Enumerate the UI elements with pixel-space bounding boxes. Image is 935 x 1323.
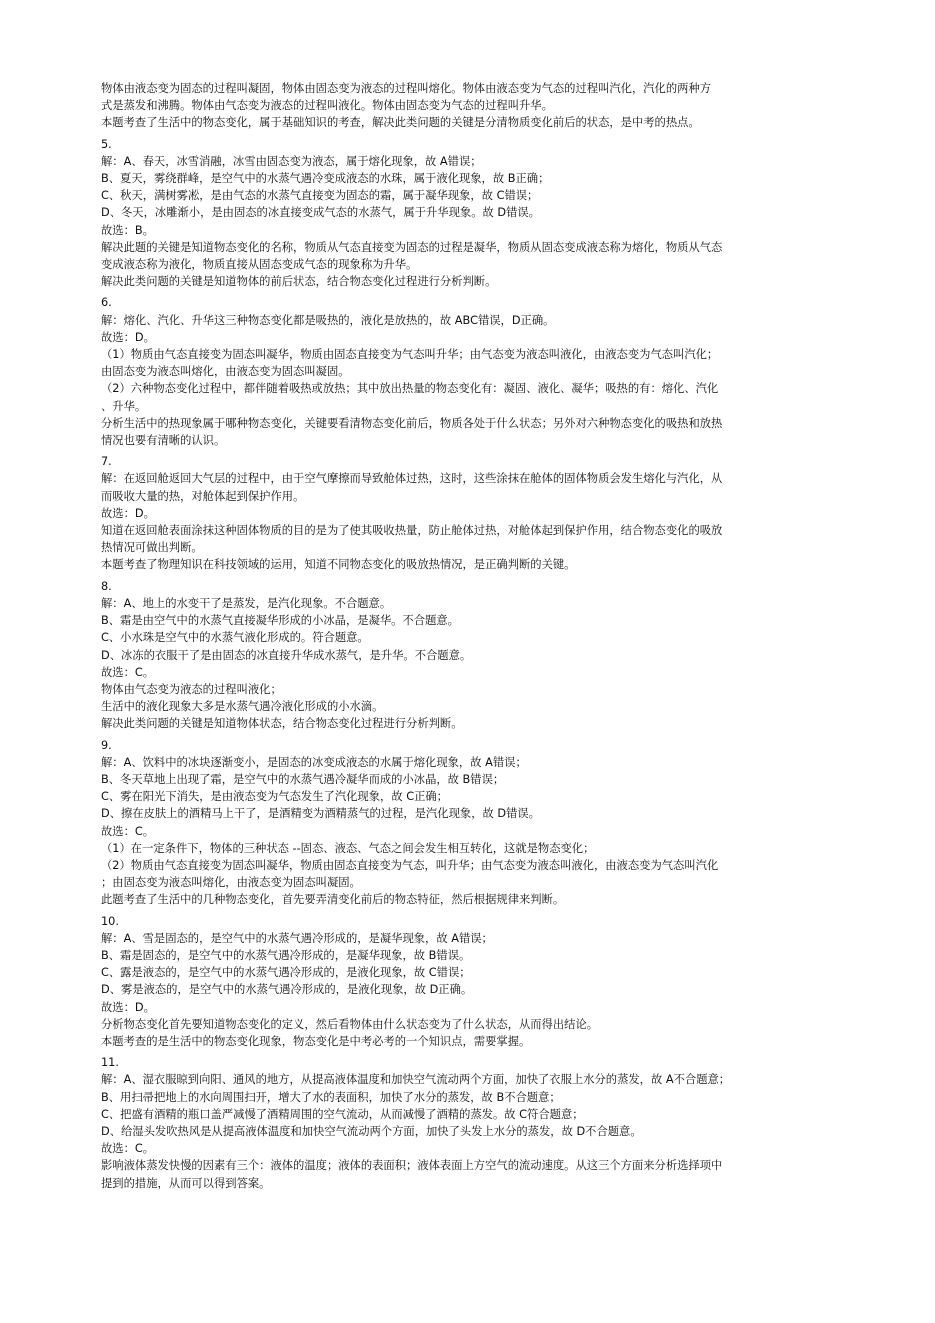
text-line: 热情况可做出判断。 — [101, 541, 203, 555]
text-line: 解：A、湿衣服晾到向阳、通风的地方，从提高液体温度和加快空气流动两个方面，加快了衣服上水分的蒸发，故 A不合题意； — [101, 1073, 731, 1087]
text-line: B、夏天，雾绕群峰，是空气中的水蒸气遇冷变成液态的水珠，属于液化现象，故 B正确； — [101, 172, 550, 186]
answer-line: 故选：B。 — [101, 223, 154, 237]
text-line: 本题考查了生活中的物态变化，属于基础知识的考查，解决此类问题的关键是分清物质变化前后的状态，是中考的热点。 — [101, 116, 700, 130]
text-line: 提到的措施，从而可以得到答案。 — [101, 1176, 271, 1190]
text-line: 解：A、雪是固态的，是空气中的水蒸气遇冷形成的，是凝华现象，故 A错误； — [101, 931, 493, 945]
text-line: 物体由气态变为液态的过程叫液化； — [101, 682, 282, 696]
text-line: （2）物质由气态直接变为固态叫凝华，物质由固态直接变为气态，叫升华；由气态变为液态叫液化，由液态变为气态叫汽化 — [101, 858, 719, 872]
text-line: B、用扫帚把地上的水向周围扫开，增大了水的表面积，加快了水分的蒸发，故 B不合题意； — [101, 1090, 561, 1104]
answer-line: 故选：C。 — [101, 665, 155, 679]
text-line: 变成液态称为液化，物质直接从固态变成气态的现象称为升华。 — [101, 258, 418, 272]
text-line: （1）物质由气态直接变为固态叫凝华，物质由固态直接变为气态叫升华；由气态变为液态叫液化，由液态变为气态叫汽化； — [101, 348, 719, 362]
text-line: C、秋天，满树雾凇，是由气态的水蒸气直接变为固态的霜，属于凝华现象，故 C错误； — [101, 189, 539, 203]
text-line: 影响液体蒸发快慢的因素有三个：液体的温度；液体的表面积；液体表面上方空气的流动速度。从这三个方面来分析选择项中 — [101, 1159, 723, 1173]
text-line: 解：A、地上的水变干了是蒸发，是汽化现象。不合题意。 — [101, 596, 392, 610]
text-line: 本题考查了物理知识在科技领域的运用，知道不同物态变化的吸放热情况，是正确判断的关键。 — [101, 558, 576, 572]
text-line: 解：A、春天，冰雪消融，冰雪由固态变为液态，属于熔化现象，故 A错误； — [101, 154, 482, 168]
text-line: （2）六种物态变化过程中，都伴随着吸热或放热；其中放出热量的物态变化有：凝固、液化、凝华；吸热的有：熔化、汽化 — [101, 382, 719, 396]
text-line: 解：在返回舱返回大气层的过程中，由于空气摩擦而导致舱体过热，这时，这些涂抹在舱体的固体物质会发生熔化与汽化，从 — [101, 472, 723, 486]
text-line: 情况也要有清晰的认识。 — [101, 434, 226, 448]
text-line: C、把盛有酒精的瓶口盖严减慢了酒精周围的空气流动，从而减慢了酒精的蒸发。故 C符合题意； — [101, 1107, 584, 1121]
text-line: 由固态变为液态叫熔化，由液态变为固态叫凝固。 — [101, 365, 350, 379]
text-line: （1）在一定条件下，物体的三种状态 --固态、液态、气态之间会发生相互转化，这就是物态变化； — [101, 841, 595, 855]
text-line: 、升华。 — [101, 399, 147, 413]
text-line: 解决此类问题的关键是知道物体状态，结合物态变化过程进行分析判断。 — [101, 717, 463, 731]
question-number: 10. — [101, 914, 119, 928]
text-line: C、露是液态的，是空气中的水蒸气遇冷形成的，是液化现象，故 C错误； — [101, 966, 471, 980]
text-line: B、霜是固态的，是空气中的水蒸气遇冷形成的，是凝华现象，故 B错误。 — [101, 948, 471, 962]
text-line: 解：A、饮料中的冰块逐渐变小，是固态的冰变成液态的水属于熔化现象，故 A错误； — [101, 755, 527, 769]
question-number: 5. — [101, 137, 112, 151]
text-line: B、霜是由空气中的水蒸气直接凝华形成的小冰晶，是凝华。不合题意。 — [101, 614, 459, 628]
text-line: B、冬天草地上出现了霜，是空气中的水蒸气遇冷凝华而成的小冰晶，故 B错误； — [101, 772, 505, 786]
document-body — [101, 80, 829, 1192]
text-line: 分析物态变化首先要知道物态变化的定义，然后看物体由什么状态变为了什么状态，从而得出结论。 — [101, 1017, 599, 1031]
text-line: D、冬天，冰雕渐小，是由固态的冰直接变成气态的水蒸气，属于升华现象。故 D错误。 — [101, 206, 540, 220]
text-line: 解决此题的关键是知道物态变化的名称，物质从气态直接变为固态的过程是凝华，物质从固态变成液态称为熔化，物质从气态 — [101, 240, 723, 254]
answer-line: 故选：D。 — [101, 1000, 155, 1014]
text-line: 本题考查的是生活中的物态变化现象，物态变化是中考必考的一个知识点，需要掌握。 — [101, 1034, 531, 1048]
text-line: 解决此类问题的关键是知道物体的前后状态，结合物态变化过程进行分析判断。 — [101, 275, 497, 289]
answer-line: 故选：C。 — [101, 824, 155, 838]
text-line: 式是蒸发和沸腾。物体由气态变为液态的过程叫液化。物体由固态变为气态的过程叫升华。 — [101, 99, 553, 113]
question-number: 7. — [101, 455, 112, 469]
answer-line: 故选：D。 — [101, 330, 155, 344]
text-line: 知道在返回舱表面涂抹这种固体物质的目的是为了使其吸收热量，防止舱体过热，对舱体起到保护作用，结合物态变化的吸放 — [101, 524, 723, 538]
text-line: C、雾在阳光下消失，是由液态变为气态发生了汽化现象，故 C正确； — [101, 790, 448, 804]
answer-line: 故选：C。 — [101, 1142, 155, 1156]
text-line: C、小水珠是空气中的水蒸气液化形成的。符合题意。 — [101, 631, 369, 645]
text-line: 此题考查了生活中的几种物态变化，首先要弄清变化前后的物态特征，然后根据规律来判断。 — [101, 893, 565, 907]
text-line: D、冰冻的衣服干了是由固态的冰直接升华成水蒸气，是升华。不合题意。 — [101, 648, 472, 662]
text-line: D、雾是液态的，是空气中的水蒸气遇冷形成的，是液化现象，故 D正确。 — [101, 983, 473, 997]
text-line: D、给湿头发吹热风是从提高液体温度和加快空气流动两个方面，加快了头发上水分的蒸发，故 D不合题意。 — [101, 1124, 642, 1138]
text-line: 分析生活中的热现象属于哪种物态变化，关键要看清物态变化前后，物质各处于什么状态；另外对六种物态变化的吸热和放热 — [101, 416, 723, 430]
question-number: 11. — [101, 1056, 119, 1070]
text-line: 物体由液态变为固态的过程叫凝固，物体由固态变为液态的过程叫熔化。物体由液态变为气态的过程叫汽化，汽化的两种方 — [101, 82, 712, 95]
text-line: 生活中的液化现象大多是水蒸气遇冷液化形成的小水滴。 — [101, 700, 384, 714]
text-line: 而吸收大量的热，对舱体起到保护作用。 — [101, 489, 305, 503]
question-number: 6. — [101, 296, 112, 310]
question-number: 8. — [101, 579, 112, 593]
text-line: 解：熔化、汽化、升华这三种物态变化都是吸热的，液化是放热的，故 ABC错误，D正确。 — [101, 313, 555, 327]
answer-line: 故选：D。 — [101, 506, 155, 520]
text-line: ；由固态变为液态叫熔化，由液态变为固态叫凝固。 — [101, 876, 361, 890]
text-line: D、擦在皮肤上的酒精马上干了，是酒精变为酒精蒸气的过程，是汽化现象，故 D错误。 — [101, 807, 540, 821]
question-number: 9. — [101, 738, 112, 752]
